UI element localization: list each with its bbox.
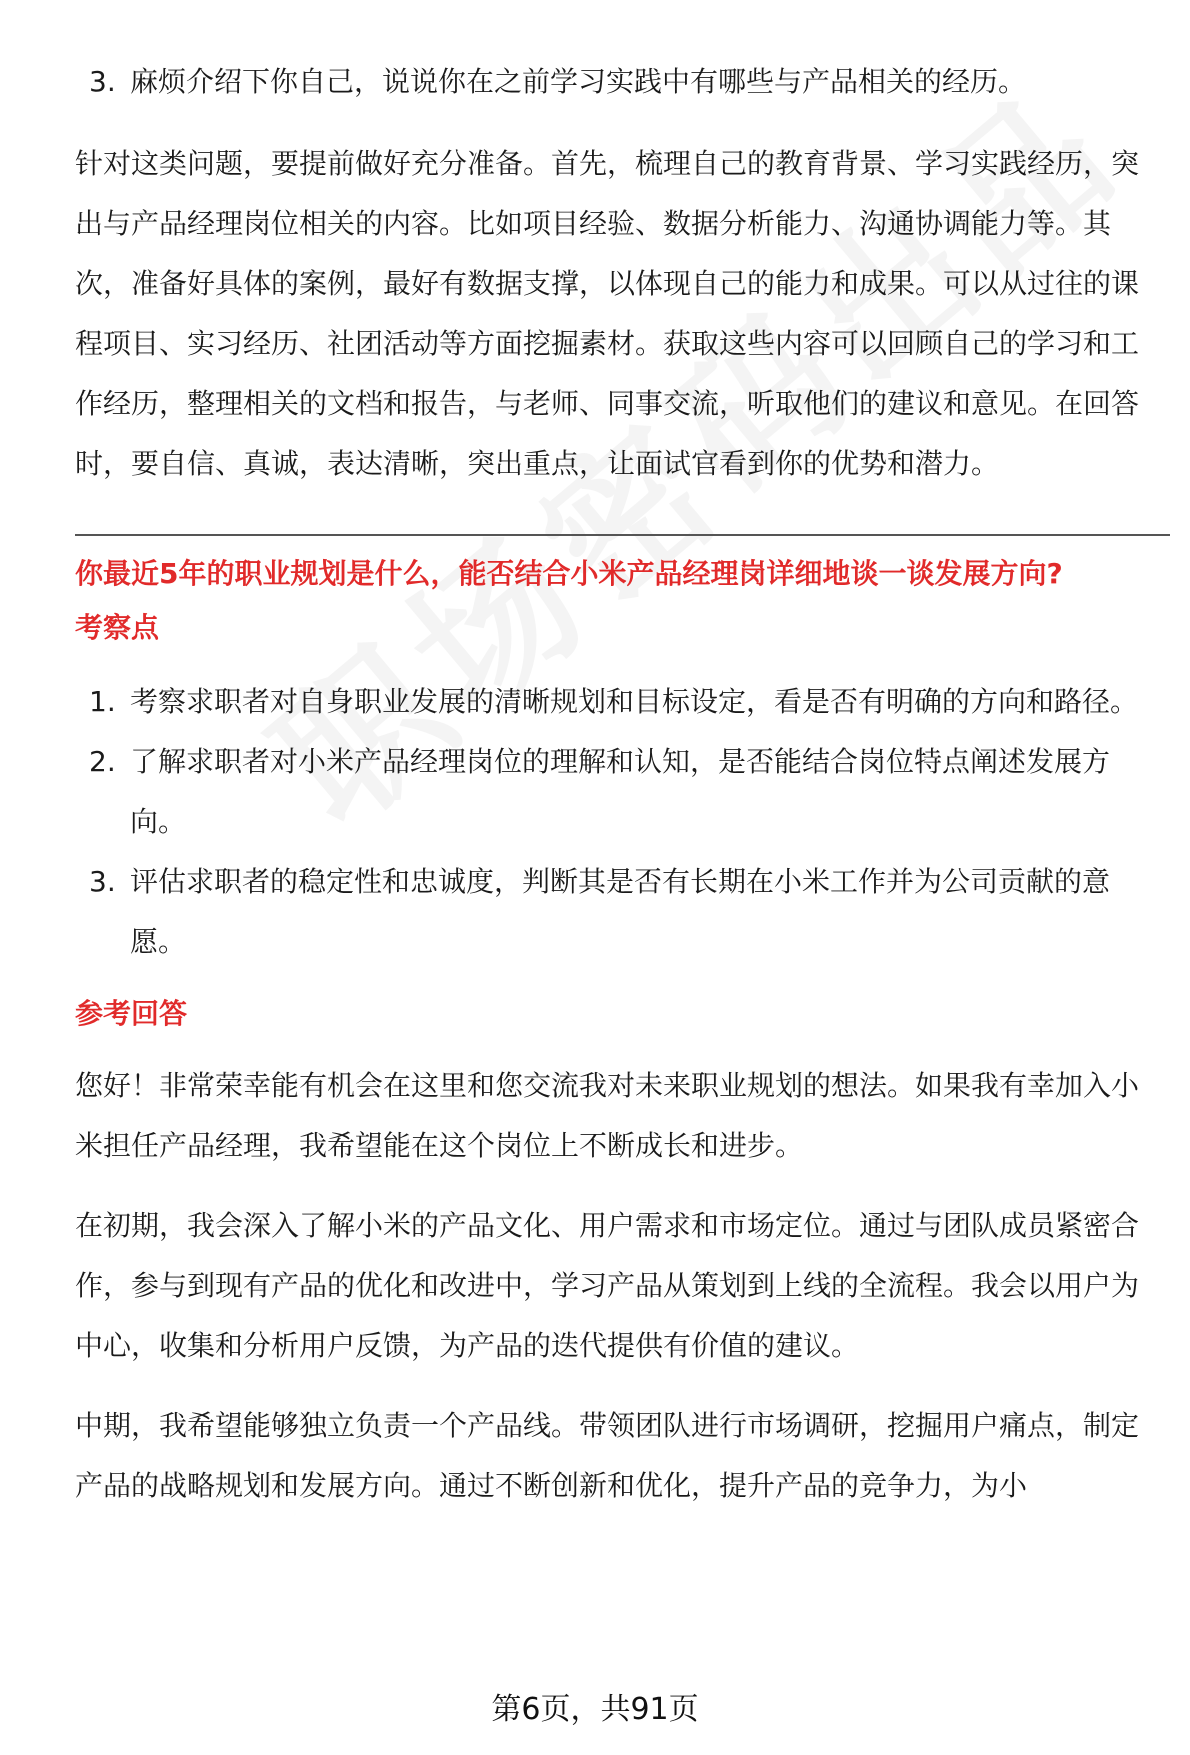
question-heading: 你最近5年的职业规划是什么，能否结合小米产品经理岗详细地谈一谈发展方向? [75, 557, 1063, 590]
list-number: 1. [89, 685, 116, 718]
list-item-text: 评估求职者的稳定性和忠诚度，判断其是否有长期在小米工作并为公司贡献的意愿。 [130, 865, 1111, 958]
point-item-2 [75, 732, 1165, 852]
page-footer: 第6页，共91页 [491, 1692, 699, 1727]
list-item-text: 考察求职者对自身职业发展的清晰规划和目标设定，看是否有明确的方向和路径。 [130, 685, 1139, 718]
page-content [75, 52, 1165, 1516]
points-heading: 考察点 [75, 611, 160, 644]
section-divider [75, 534, 1170, 536]
list-item-text: 了解求职者对小米产品经理岗位的理解和认知，是否能结合岗位特点阐述发展方向。 [130, 745, 1111, 838]
answer-paragraph-1: 您好！非常荣幸能有机会在这里和您交流我对未来职业规划的想法。如果我有幸加入小米担任产品经理，我希望能在这个岗位上不断成长和进步。 [75, 1069, 1140, 1162]
list-number: 2. [89, 745, 116, 778]
point-item-3 [75, 852, 1165, 972]
answer-paragraph-3: 中期，我希望能够独立负责一个产品线。带领团队进行市场调研，挖掘用户痛点，制定产品的战略规划和发展方向。通过不断创新和优化，提升产品的竞争力，为小 [75, 1409, 1140, 1502]
point-item-1 [75, 672, 1165, 732]
answer-paragraph-2: 在初期，我会深入了解小米的产品文化、用户需求和市场定位。通过与团队成员紧密合作，参与到现有产品的优化和改进中，学习产品从策划到上线的全流程。我会以用户为中心，收集和分析用户反馈，为产品的迭代提供有价值的建议。 [75, 1209, 1140, 1362]
intro-list-item [75, 52, 1165, 112]
answer-heading: 参考回答 [75, 997, 188, 1030]
list-item-text: 麻烦介绍下你自己，说说你在之前学习实践中有哪些与产品相关的经历。 [130, 65, 1027, 98]
points-list [75, 672, 1165, 972]
intro-answer-paragraph: 针对这类问题，要提前做好充分准备。首先，梳理自己的教育背景、学习实践经历，突出与产品经理岗位相关的内容。比如项目经验、数据分析能力、沟通协调能力等。其次，准备好具体的案例，最好有数据支撑，以体现自己的能力和成果。可以从过往的课程项目、实习经历、社团活动等方面挖掘素材。获取这些内容可以回顾自己的学习和工作经历，整理相关的文档和报告，与老师、同事交流，听取他们的建议和意见。在回答时，要自信、真诚，表达清晰，突出重点，让面试官看到你的优势和潜力。 [75, 147, 1140, 480]
list-number: 3. [89, 865, 116, 898]
list-number: 3. [89, 65, 116, 98]
